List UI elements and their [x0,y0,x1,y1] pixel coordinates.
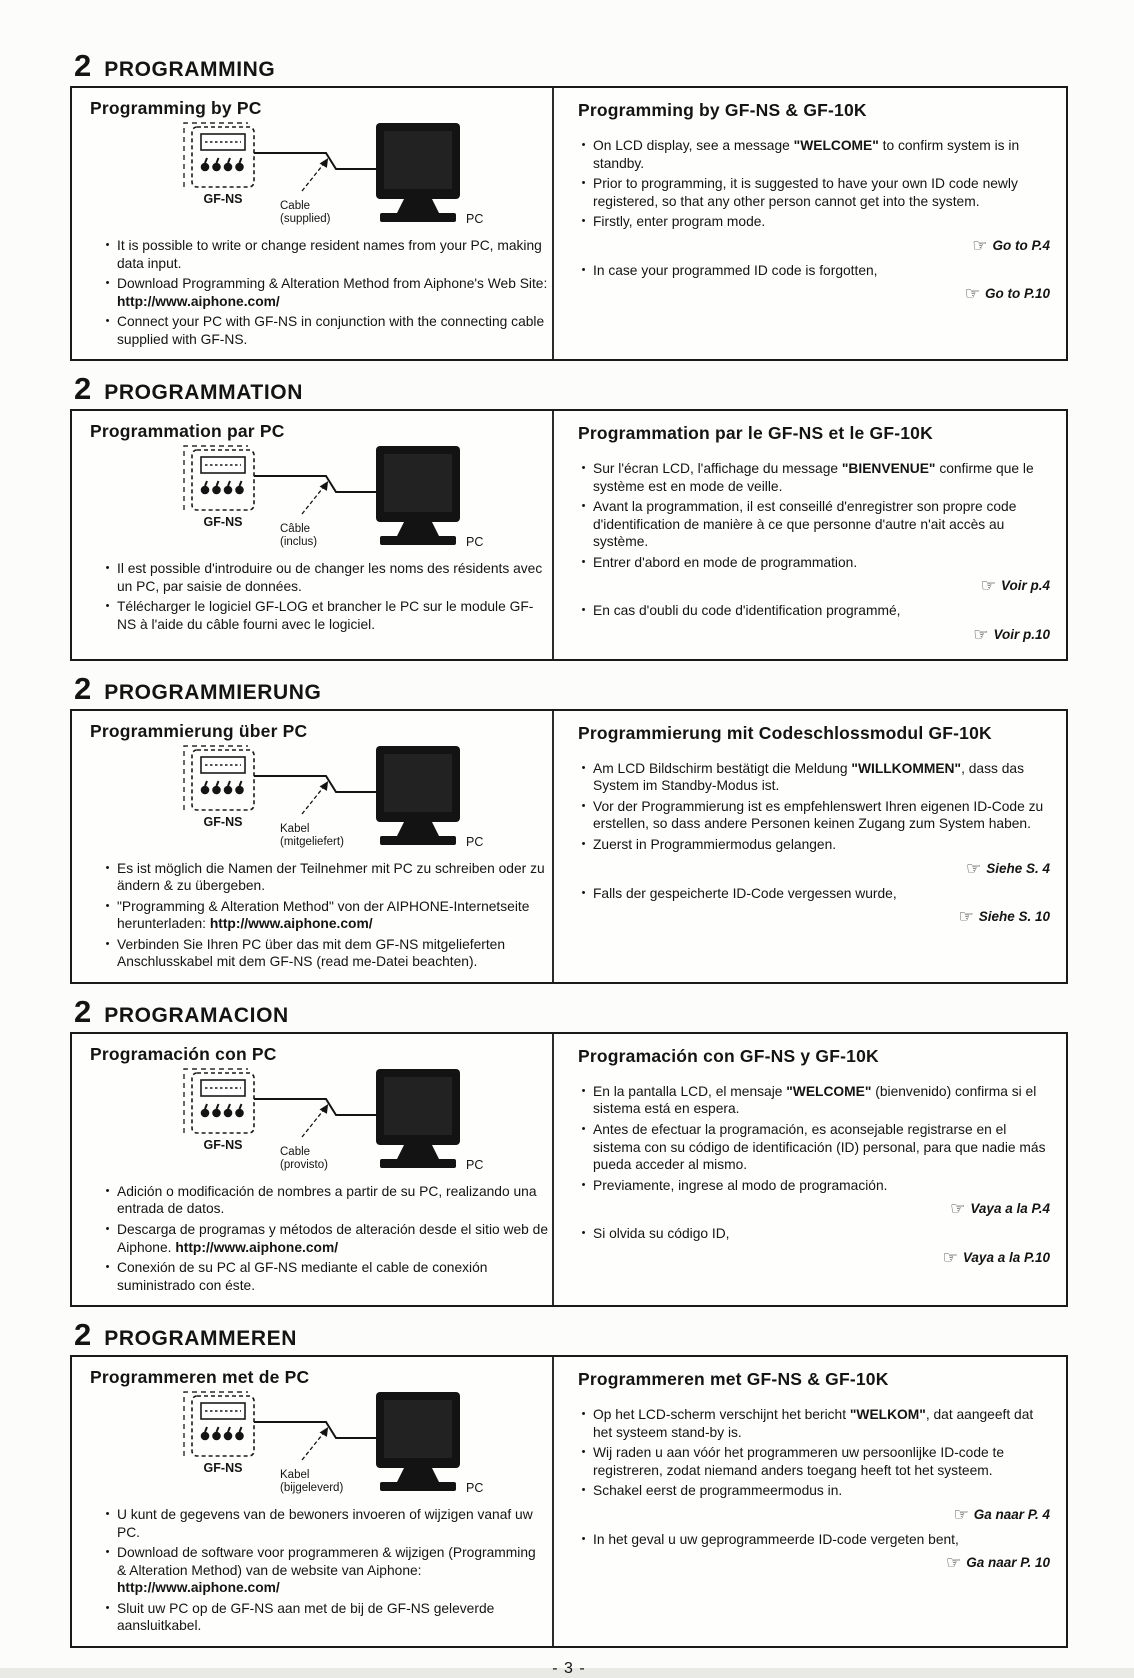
connection-diagram [98,1067,550,1179]
bullet-dot: • [105,1261,110,1274]
cable-line [254,153,376,169]
bullet-item [580,1225,1056,1243]
bullet-item [580,1531,1056,1549]
right-items [580,460,1056,645]
right-heading: Programmierung mit Codeschlossmodul GF-10K [578,722,992,743]
bullet-text: Schakel eerst de programmeermodus in. [593,1483,843,1499]
bullet-text: Previamente, ingrese al modo de programación. [593,1177,888,1193]
right-items [580,1406,1056,1573]
section-box [70,1355,1068,1648]
device-label: GF-NS [203,814,243,829]
bullet-text: Sluit uw PC op de GF-NS aan met de bij de GF-NS geleverde aansluitkabel. [117,1600,495,1634]
bullet-text: "Programming & Alteration Method" von der AIPHONE-Internetseite herunterladen: http://www.aiphone.com/ [117,898,530,932]
section-number: 2 [74,993,92,1029]
bullet-dot: • [581,462,586,475]
bullet-dot: • [581,1408,586,1421]
section-box [70,409,1068,661]
section-header [74,373,1068,405]
bullet-item [580,798,1056,833]
section-title: PROGRAMMING [104,58,276,81]
cable-label-line1: Câble [280,523,311,536]
bullet-item [104,1600,548,1635]
bullet-text: Descarga de programas y métodos de alteración desde el sitio web de Aiphone. http://www.aiphone.com/ [117,1221,549,1255]
bullet-text: Falls der gespeicherte ID-Code vergessen wurde, [593,885,897,901]
device-bracket [184,446,248,510]
device-buttons-icon [201,1427,243,1440]
bullet-item [580,1482,1056,1500]
pointing-hand-icon: ☞ [973,624,989,644]
device-buttons-icon [201,481,243,494]
device-display-icon [201,1080,245,1096]
bullet-item [580,1444,1056,1479]
bullet-item [104,1183,548,1218]
goto-page-reference [580,1199,1050,1219]
pointing-hand-icon: ☞ [980,576,996,596]
device-buttons-icon [201,1104,243,1117]
bullet-text: Si olvida su código ID, [593,1226,730,1242]
bullet-dot: • [105,1508,110,1521]
bullet-item [104,898,548,933]
pointing-hand-icon: ☞ [945,1553,962,1573]
bullet-text: Avant la programmation, il est conseillé d'enregistrer son propre code d'identification de manière à ce que personne d'autre n'ait accès au système. [593,499,1017,550]
left-bullets [104,237,548,348]
bullet-item [580,1406,1056,1441]
left-bullets [104,560,548,633]
goto-label: Siehe S. 10 [978,909,1050,925]
section-number: 2 [74,371,92,407]
cable-label-line1: Kabel [280,822,310,835]
goto-page-reference [580,859,1050,879]
bullet-item [104,936,548,971]
connection-diagram [98,444,550,556]
bullet-text: It is possible to write or change resident names from your PC, making data input. [117,238,542,271]
cable-label-line2: (mitgeliefert) [280,835,344,848]
left-heading: Programming by PC [90,98,262,118]
pc-monitor-icon [376,1069,460,1168]
left-bullets [104,860,548,971]
bullet-item [104,1221,548,1256]
bullet-dot: • [581,604,586,617]
bullet-item [104,598,548,633]
bullet-dot: • [105,239,110,251]
bullet-item [580,1177,1056,1195]
pointing-hand-icon: ☞ [964,284,980,304]
bullet-dot: • [105,861,110,874]
left-heading: Programmation par PC [90,421,285,442]
goto-label: Voir p.10 [993,626,1050,642]
device-label: GF-NS [203,192,243,206]
pc-programming-column [72,1357,552,1646]
bullet-item [580,1121,1056,1174]
cable-label-line2: (bijgeleverd) [280,1482,344,1495]
bullet-dot: • [581,263,586,276]
bullet-dot: • [581,799,586,812]
section-title: PROGRAMMEREN [104,1327,297,1351]
goto-label: Vaya a la P.4 [970,1201,1050,1217]
bullet-item [580,1083,1056,1118]
bullet-dot: • [581,1227,586,1240]
bullet-item [580,137,1056,172]
bullet-item [104,237,548,272]
bullet-dot: • [105,1546,110,1559]
right-heading: Programmeren met GF-NS & GF-10K [578,1369,889,1390]
page-footer: - 3 - [552,1659,586,1677]
section-box [70,1032,1068,1307]
cable-label-line2: (supplied) [280,213,331,225]
bullet-item [104,1506,548,1541]
section-header [74,993,1068,1029]
bullet-dot: • [105,1222,110,1235]
cable-line [254,776,376,792]
pc-label: PC [466,834,484,849]
section-header [74,50,1068,82]
bullet-item [580,213,1056,231]
bullet-dot: • [105,1601,110,1614]
section-box [70,86,1068,361]
device-bracket [184,1069,248,1133]
bullet-text: Antes de efectuar la programación, es aconsejable registrarse en el sistema con su código de identificación (ID) personal, para que nadie más pueda acceder al mismo. [593,1121,1046,1173]
bullet-item [104,560,548,595]
bullet-item [580,602,1056,620]
language-section [70,50,1068,361]
pc-label: PC [466,1157,484,1172]
cable-label-line2: (provisto) [280,1158,328,1171]
bullet-text: Verbinden Sie Ihren PC über das mit dem GF-NS mitgelieferten Anschlusskabel mit dem GF-NS (read me-Datei beachten). [117,936,506,970]
keypad-programming-column [552,1357,1066,1646]
bullet-dot: • [105,1184,110,1197]
pc-monitor-icon [376,1392,460,1491]
bullet-dot: • [581,177,586,190]
bullet-dot: • [581,1532,586,1545]
bullet-item [104,860,548,895]
goto-page-reference [580,236,1050,256]
pointing-hand-icon: ☞ [965,858,982,878]
cable-label-line1: Kabel [280,1469,310,1482]
device-bracket [184,123,248,187]
cable-label-line2: (inclus) [280,536,318,549]
bullet-text: Conexión de su PC al GF-NS mediante el cable de conexión suministrado con éste. [117,1260,488,1293]
bullet-text: Il est possible d'introduire ou de changer les noms des résidents avec un PC, par saisie de données. [117,561,543,594]
goto-page-reference [580,625,1050,645]
pc-programming-column [72,88,552,359]
bullet-text: On LCD display, see a message "WELCOME" to confirm system is in standby. [593,138,1020,171]
cable-pointer-arrow [302,159,328,191]
device-label: GF-NS [203,1137,243,1152]
bullet-text: Wij raden u aan vóór het programmeren uw persoonlijke ID-code te registreren, zodat niemand anders toegang heeft tot het systeem. [593,1445,1005,1478]
bullet-item [104,313,548,348]
keypad-programming-column [552,88,1066,359]
pc-label: PC [466,535,484,550]
pc-label: PC [466,1481,484,1496]
goto-label: Ga naar P. 10 [966,1555,1050,1571]
goto-page-reference [580,576,1050,596]
device-display-icon [201,757,245,773]
goto-page-reference [580,907,1050,927]
cable-line [254,1422,376,1438]
bullet-text: En la pantalla LCD, el mensaje "WELCOME" (bienvenido) confirma si el sistema está en espera. [593,1083,1037,1117]
pc-programming-column [72,1034,552,1305]
pc-monitor-icon [376,746,460,845]
bullet-item [580,460,1056,495]
section-title: PROGRAMACION [104,1003,289,1027]
device-label: GF-NS [203,515,243,530]
bullet-text: En cas d'oubli du code d'identification programmé, [593,603,901,619]
bullet-item [580,836,1056,854]
cable-pointer-arrow [302,782,328,814]
bullet-text: U kunt de gegevens van de bewoners invoeren of wijzigen vanaf uw PC. [117,1507,533,1540]
bullet-text: Es ist möglich die Namen der Teilnehmer mit PC zu schreiben oder zu ändern & zu übergeben. [117,860,545,894]
bullet-text: Vor der Programmierung ist es empfehlenswert Ihren eigenen ID-Code zu erstellen, so dass andere Personen keinen Zugang zum System haben. [593,798,1044,832]
bullet-text: Prior to programming, it is suggested to have your own ID code newly registered, so that any other person cannot get into the system. [593,176,1018,209]
bullet-dot: • [581,761,586,774]
bullet-text: In case your programmed ID code is forgotten, [593,262,878,278]
goto-label: Siehe S. 4 [986,860,1050,876]
bullet-text: In het geval u uw geprogrammeerde ID-code vergeten bent, [593,1531,959,1547]
pc-label: PC [466,212,484,226]
goto-label: Go to P.10 [984,286,1050,302]
connection-diagram [98,121,550,233]
bullet-dot: • [581,139,586,151]
left-heading: Programmeren met de PC [90,1367,310,1388]
bullet-dot: • [581,555,586,568]
bullet-dot: • [581,1446,586,1459]
keypad-programming-column [552,411,1066,659]
bullet-item [580,498,1056,551]
bullet-item [580,262,1056,280]
bullet-text: Download Programming & Alteration Method from Aiphone's Web Site: http://www.aiphone.com/ [117,276,548,309]
pc-monitor-icon [376,123,460,222]
section-header [74,1319,1068,1351]
bullet-text: Sur l'écran LCD, l'affichage du message "BIENVENUE" confirme que le système est en mode de veille. [593,461,1034,494]
bullet-dot: • [105,315,110,328]
goto-page-reference [580,1505,1050,1525]
goto-page-reference [580,284,1050,304]
device-display-icon [201,134,245,150]
bullet-text: Connect your PC with GF-NS in conjunction with the connecting cable supplied with GF-NS. [117,314,545,347]
section-box [70,709,1068,984]
bullet-dot: • [581,1122,586,1135]
cable-label-line1: Cable [280,200,311,212]
bullet-dot: • [105,937,110,950]
bullet-item [580,175,1056,210]
device-bracket [184,1392,248,1456]
pointing-hand-icon: ☞ [942,1247,958,1267]
bullet-item [104,1544,548,1597]
right-items [580,1083,1056,1268]
section-title: PROGRAMMIERUNG [104,680,322,704]
bullet-text: Télécharger le logiciel GF-LOG et brancher le PC sur le module GF-NS à l'aide du câble fourni avec le logiciel. [117,599,534,632]
bullet-item [104,1259,548,1294]
section-number: 2 [74,48,92,83]
keypad-programming-column [552,711,1066,982]
language-section [70,373,1068,661]
left-bullets [104,1183,548,1294]
left-bullets [104,1506,548,1635]
cable-pointer-arrow [302,1428,328,1460]
connection-diagram [98,744,550,856]
device-buttons-icon [201,158,243,171]
bullet-dot: • [581,1178,586,1191]
right-heading: Programming by GF-NS & GF-10K [578,100,867,120]
bullet-text: Zuerst in Programmiermodus gelangen. [593,836,837,852]
cable-label-line1: Cable [280,1145,311,1158]
goto-page-reference [580,1248,1050,1268]
pc-programming-column [72,711,552,982]
section-header [74,670,1068,706]
device-label: GF-NS [203,1461,243,1476]
cable-line [254,476,376,492]
bullet-item [104,275,548,310]
bullet-text: Download de software voor programmeren & wijzigen (Programming & Alteration Method) van de website van Aiphone: http://www.aiphone.com/ [117,1545,536,1596]
bullet-dot: • [105,277,110,290]
language-section [70,670,1068,984]
right-heading: Programmation par le GF-NS et le GF-10K [578,423,933,444]
language-section [70,1319,1068,1648]
cable-pointer-arrow [302,1105,328,1137]
goto-label: Voir p.4 [1000,578,1050,594]
bullet-text: Op het LCD-scherm verschijnt het bericht "WELKOM", dat aangeeft dat het systeem stand-by is. [593,1407,1034,1440]
bullet-dot: • [581,215,586,228]
cable-line [254,1099,376,1115]
bullet-text: Entrer d'abord en mode de programmation. [593,554,858,570]
bullet-item [580,554,1056,572]
bullet-dot: • [581,886,586,899]
device-buttons-icon [201,781,243,794]
bullet-dot: • [105,600,110,613]
pc-programming-column [72,411,552,659]
left-heading: Programmierung über PC [90,720,308,741]
bullet-dot: • [581,1484,586,1497]
goto-label: Vaya a la P.10 [962,1249,1050,1265]
device-bracket [184,746,248,810]
keypad-programming-column [552,1034,1066,1305]
pointing-hand-icon: ☞ [953,1504,969,1524]
sections [70,50,1068,1660]
section-number: 2 [74,1317,92,1353]
language-section [70,993,1068,1307]
device-display-icon [201,457,245,473]
goto-label: Ga naar P. 4 [973,1506,1050,1522]
bullet-item [580,760,1056,795]
bullet-dot: • [581,1084,586,1097]
device-display-icon [201,1403,245,1419]
bullet-dot: • [581,500,586,513]
goto-page-reference [580,1553,1050,1573]
pointing-hand-icon: ☞ [950,1199,966,1219]
left-heading: Programación con PC [90,1043,277,1064]
bullet-text: Adición o modificación de nombres a partir de su PC, realizando una entrada de datos. [117,1183,537,1217]
bullet-dot: • [105,562,110,575]
right-items [580,137,1056,304]
pointing-hand-icon: ☞ [958,907,974,927]
right-heading: Programación con GF-NS y GF-10K [578,1045,879,1066]
pointing-hand-icon: ☞ [972,235,988,255]
goto-label: Go to P.4 [992,237,1050,253]
bullet-item [580,885,1056,903]
pc-monitor-icon [376,446,460,545]
section-number: 2 [74,670,92,706]
section-title: PROGRAMMATION [104,381,303,405]
cable-pointer-arrow [302,482,328,514]
bullet-dot: • [581,837,586,850]
bullet-dot: • [105,899,110,912]
right-items [580,760,1056,927]
connection-diagram [98,1390,550,1502]
bullet-text: Firstly, enter program mode. [593,214,766,230]
bullet-text: Am LCD Bildschirm bestätigt die Meldung "WILLKOMMEN", dass das System im Standby-Modus ist. [593,760,1024,794]
